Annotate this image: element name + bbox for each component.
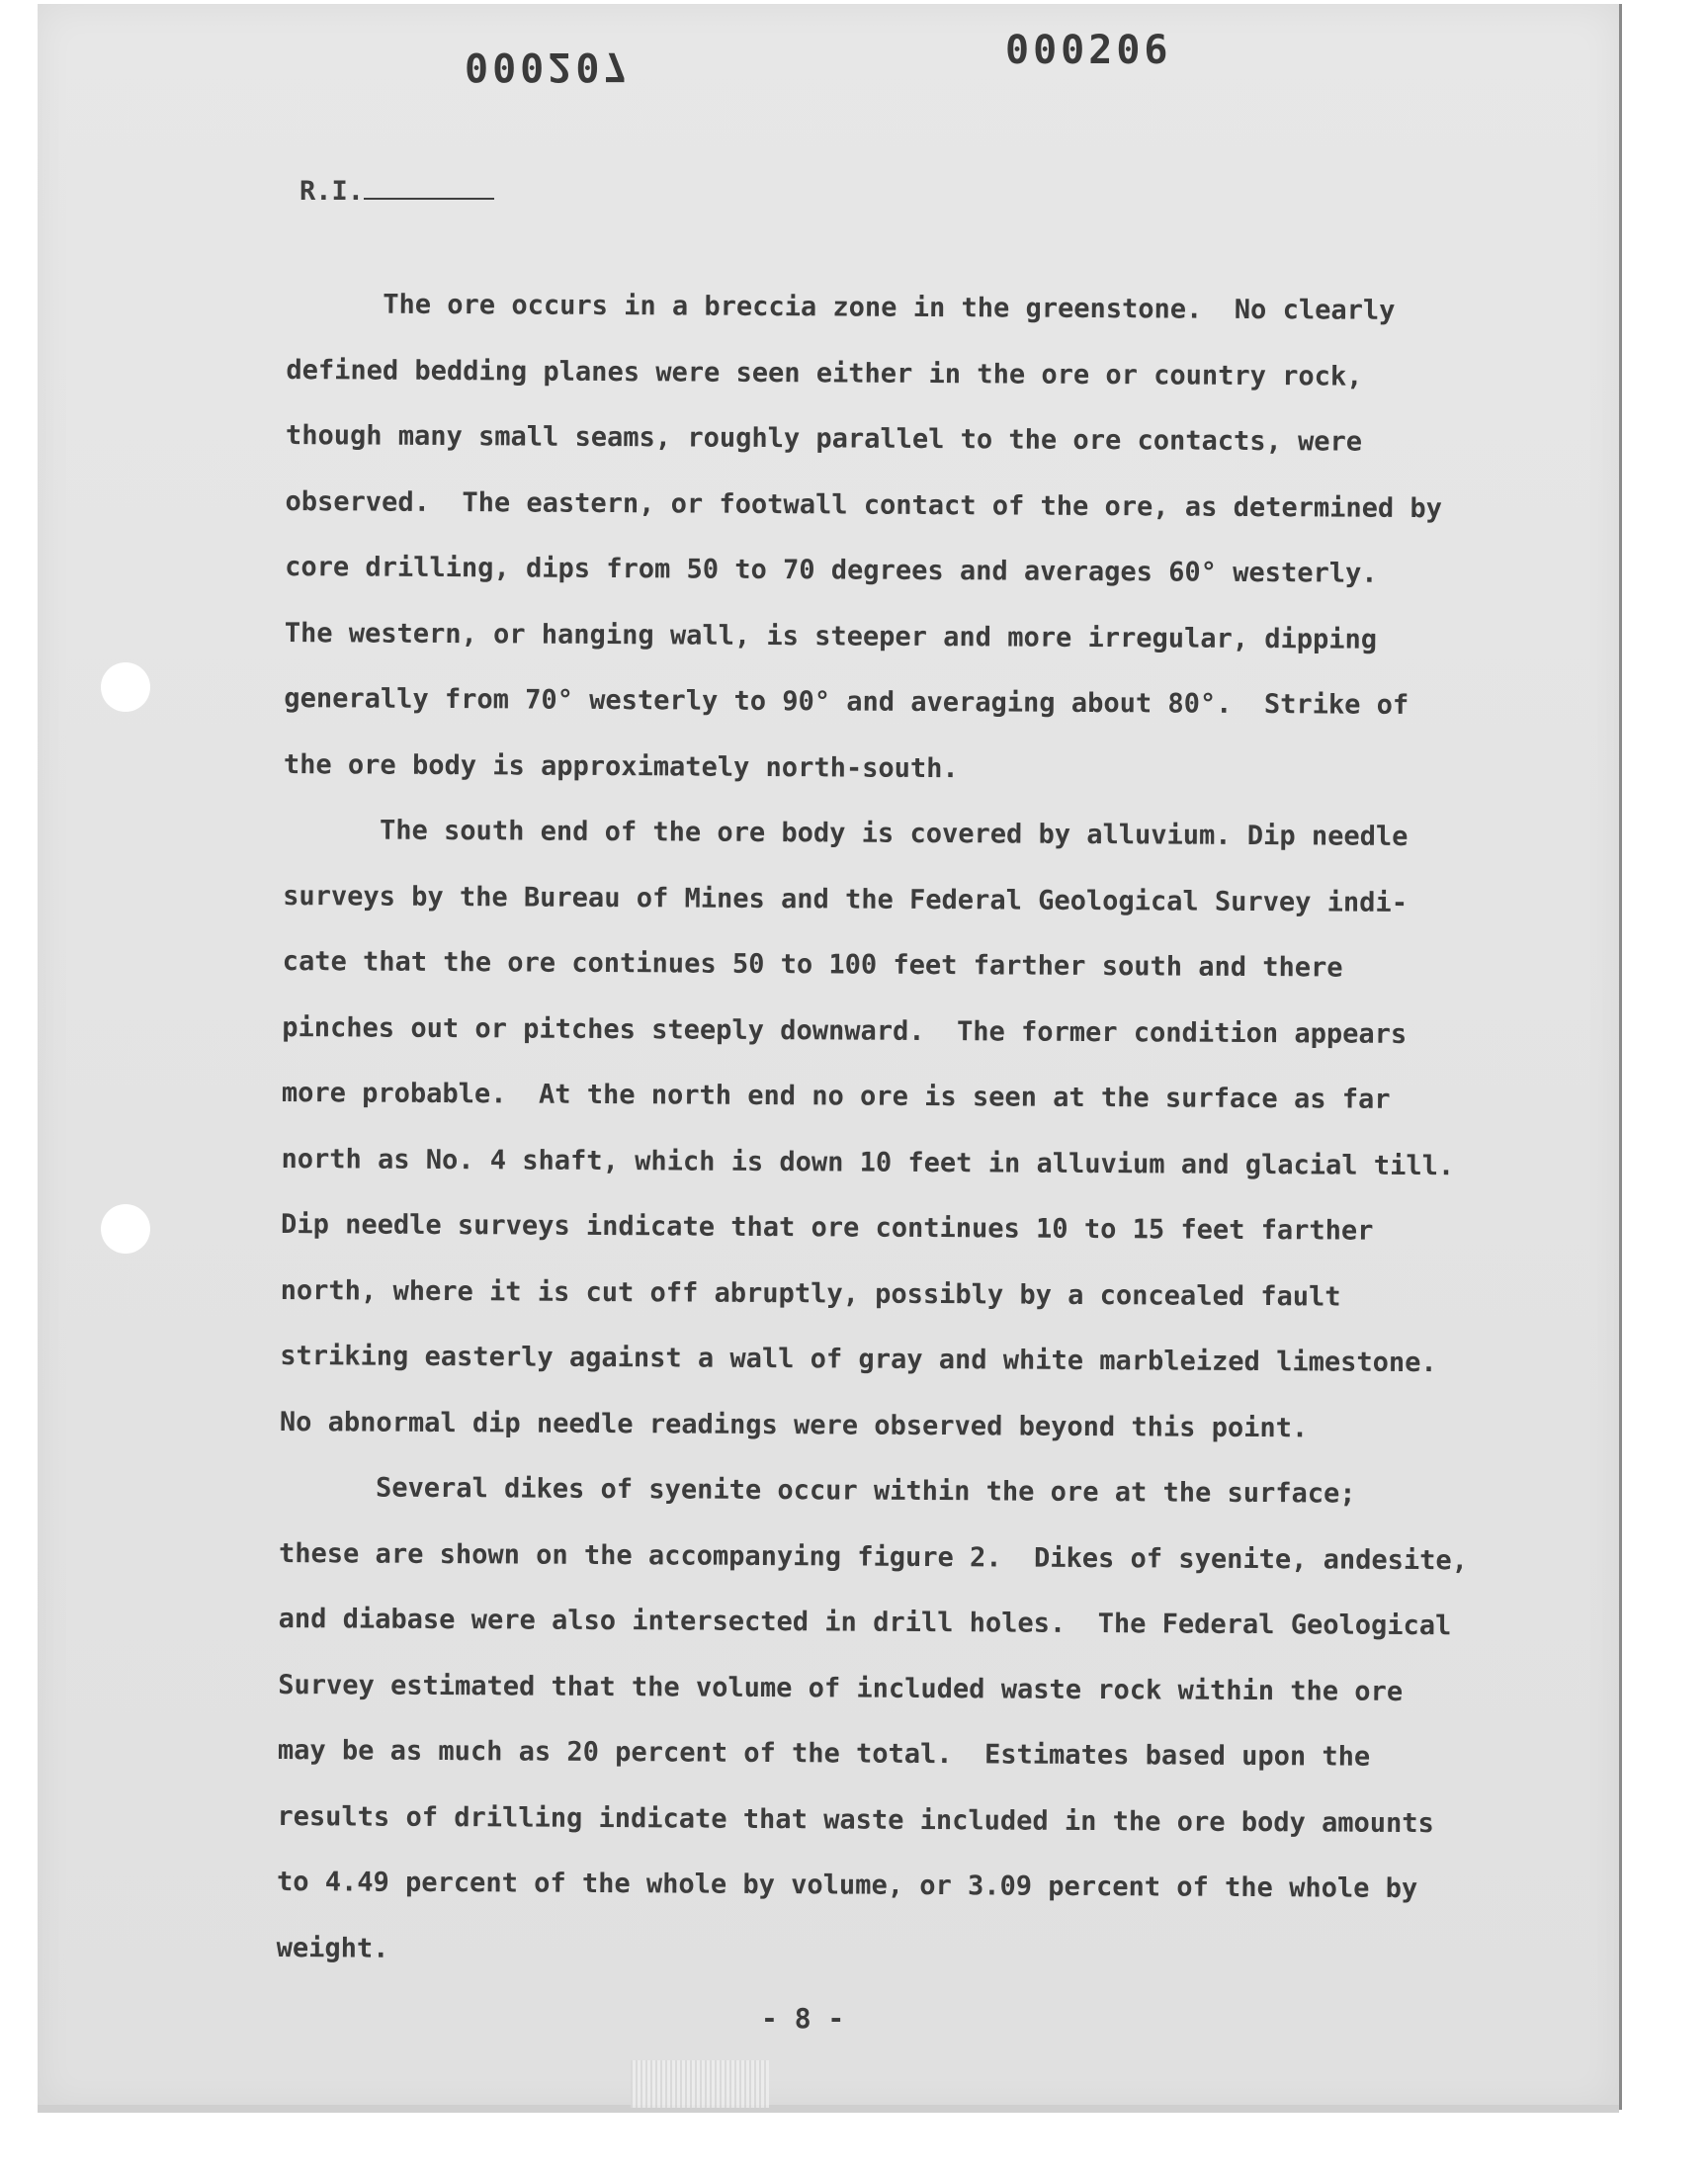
text-line: results of drilling indicate that waste included in the ore body amounts — [277, 1800, 1434, 1839]
ri-label: R.I. — [299, 176, 365, 207]
text-line: though many small seams, roughly parallel to the ore contacts, were — [285, 419, 1363, 458]
text-line: pinches out or pitches steeply downward. The former condition appears — [282, 1011, 1408, 1050]
body-text — [276, 272, 1522, 1989]
report-number-field — [299, 176, 494, 207]
text-line: Dip needle surveys indicate that ore continues 10 to 15 feet farther — [281, 1208, 1374, 1247]
text-line: core drilling, dips from 50 to 70 degrees and averages 60° westerly. — [285, 551, 1378, 589]
text-line: to 4.49 percent of the whole by volume, or 3.09 percent of the whole by — [276, 1866, 1418, 1905]
text-line: north as No. 4 shaft, which is down 10 feet in alluvium and glacial till. — [281, 1143, 1455, 1181]
ri-blank-line — [364, 178, 494, 200]
text-line: the ore body is approximately north-south. — [283, 748, 959, 784]
scan-edge — [38, 2105, 1619, 2113]
text-line: may be as much as 20 percent of the total. Estimates based upon the — [277, 1734, 1371, 1773]
punch-hole-top — [101, 662, 150, 712]
text-line: striking easterly against a wall of gray and white marbleized limestone. — [280, 1340, 1437, 1379]
text-line: cate that the ore continues 50 to 100 feet farther south and there — [282, 945, 1343, 984]
page-stamp-mirrored: 000207 — [465, 44, 632, 89]
text-line: generally from 70° westerly to 90° and averaging about 80°. Strike of — [284, 682, 1409, 721]
text-line: more probable. At the north end no ore is seen at the surface as far — [281, 1077, 1391, 1115]
text-line: defined bedding planes were seen either in the ore or country rock, — [286, 354, 1363, 392]
scan-artifact — [631, 2060, 769, 2108]
page-stamp: 000206 — [1005, 28, 1172, 73]
punch-hole-bottom — [101, 1204, 150, 1254]
text-line: north, where it is cut off abruptly, possibly by a concealed fault — [280, 1274, 1341, 1313]
page-number: - 8 - — [761, 2002, 845, 2035]
text-line: The ore occurs in a breccia zone in the greenstone. No clearly — [286, 288, 1396, 326]
text-line: these are shown on the accompanying figure 2. Dikes of syenite, andesite, — [278, 1537, 1469, 1576]
text-line: observed. The eastern, or footwall contact of the ore, as determined by — [285, 485, 1443, 524]
text-line: No abnormal dip needle readings were observed beyond this point. — [279, 1406, 1309, 1443]
text-line: Survey estimated that the volume of included waste rock within the ore — [278, 1669, 1404, 1707]
text-line: The south end of the ore body is covered by alluvium. Dip needle — [283, 814, 1409, 852]
text-line: weight. — [276, 1932, 389, 1964]
text-line: and diabase were also intersected in drill holes. The Federal Geological — [278, 1603, 1452, 1642]
text-line: Several dikes of syenite occur within the ore at the surface; — [279, 1471, 1356, 1510]
text-line: The western, or hanging wall, is steeper and more irregular, dipping — [284, 617, 1378, 655]
text-line: surveys by the Bureau of Mines and the Federal Geological Survey indi- — [283, 880, 1409, 918]
